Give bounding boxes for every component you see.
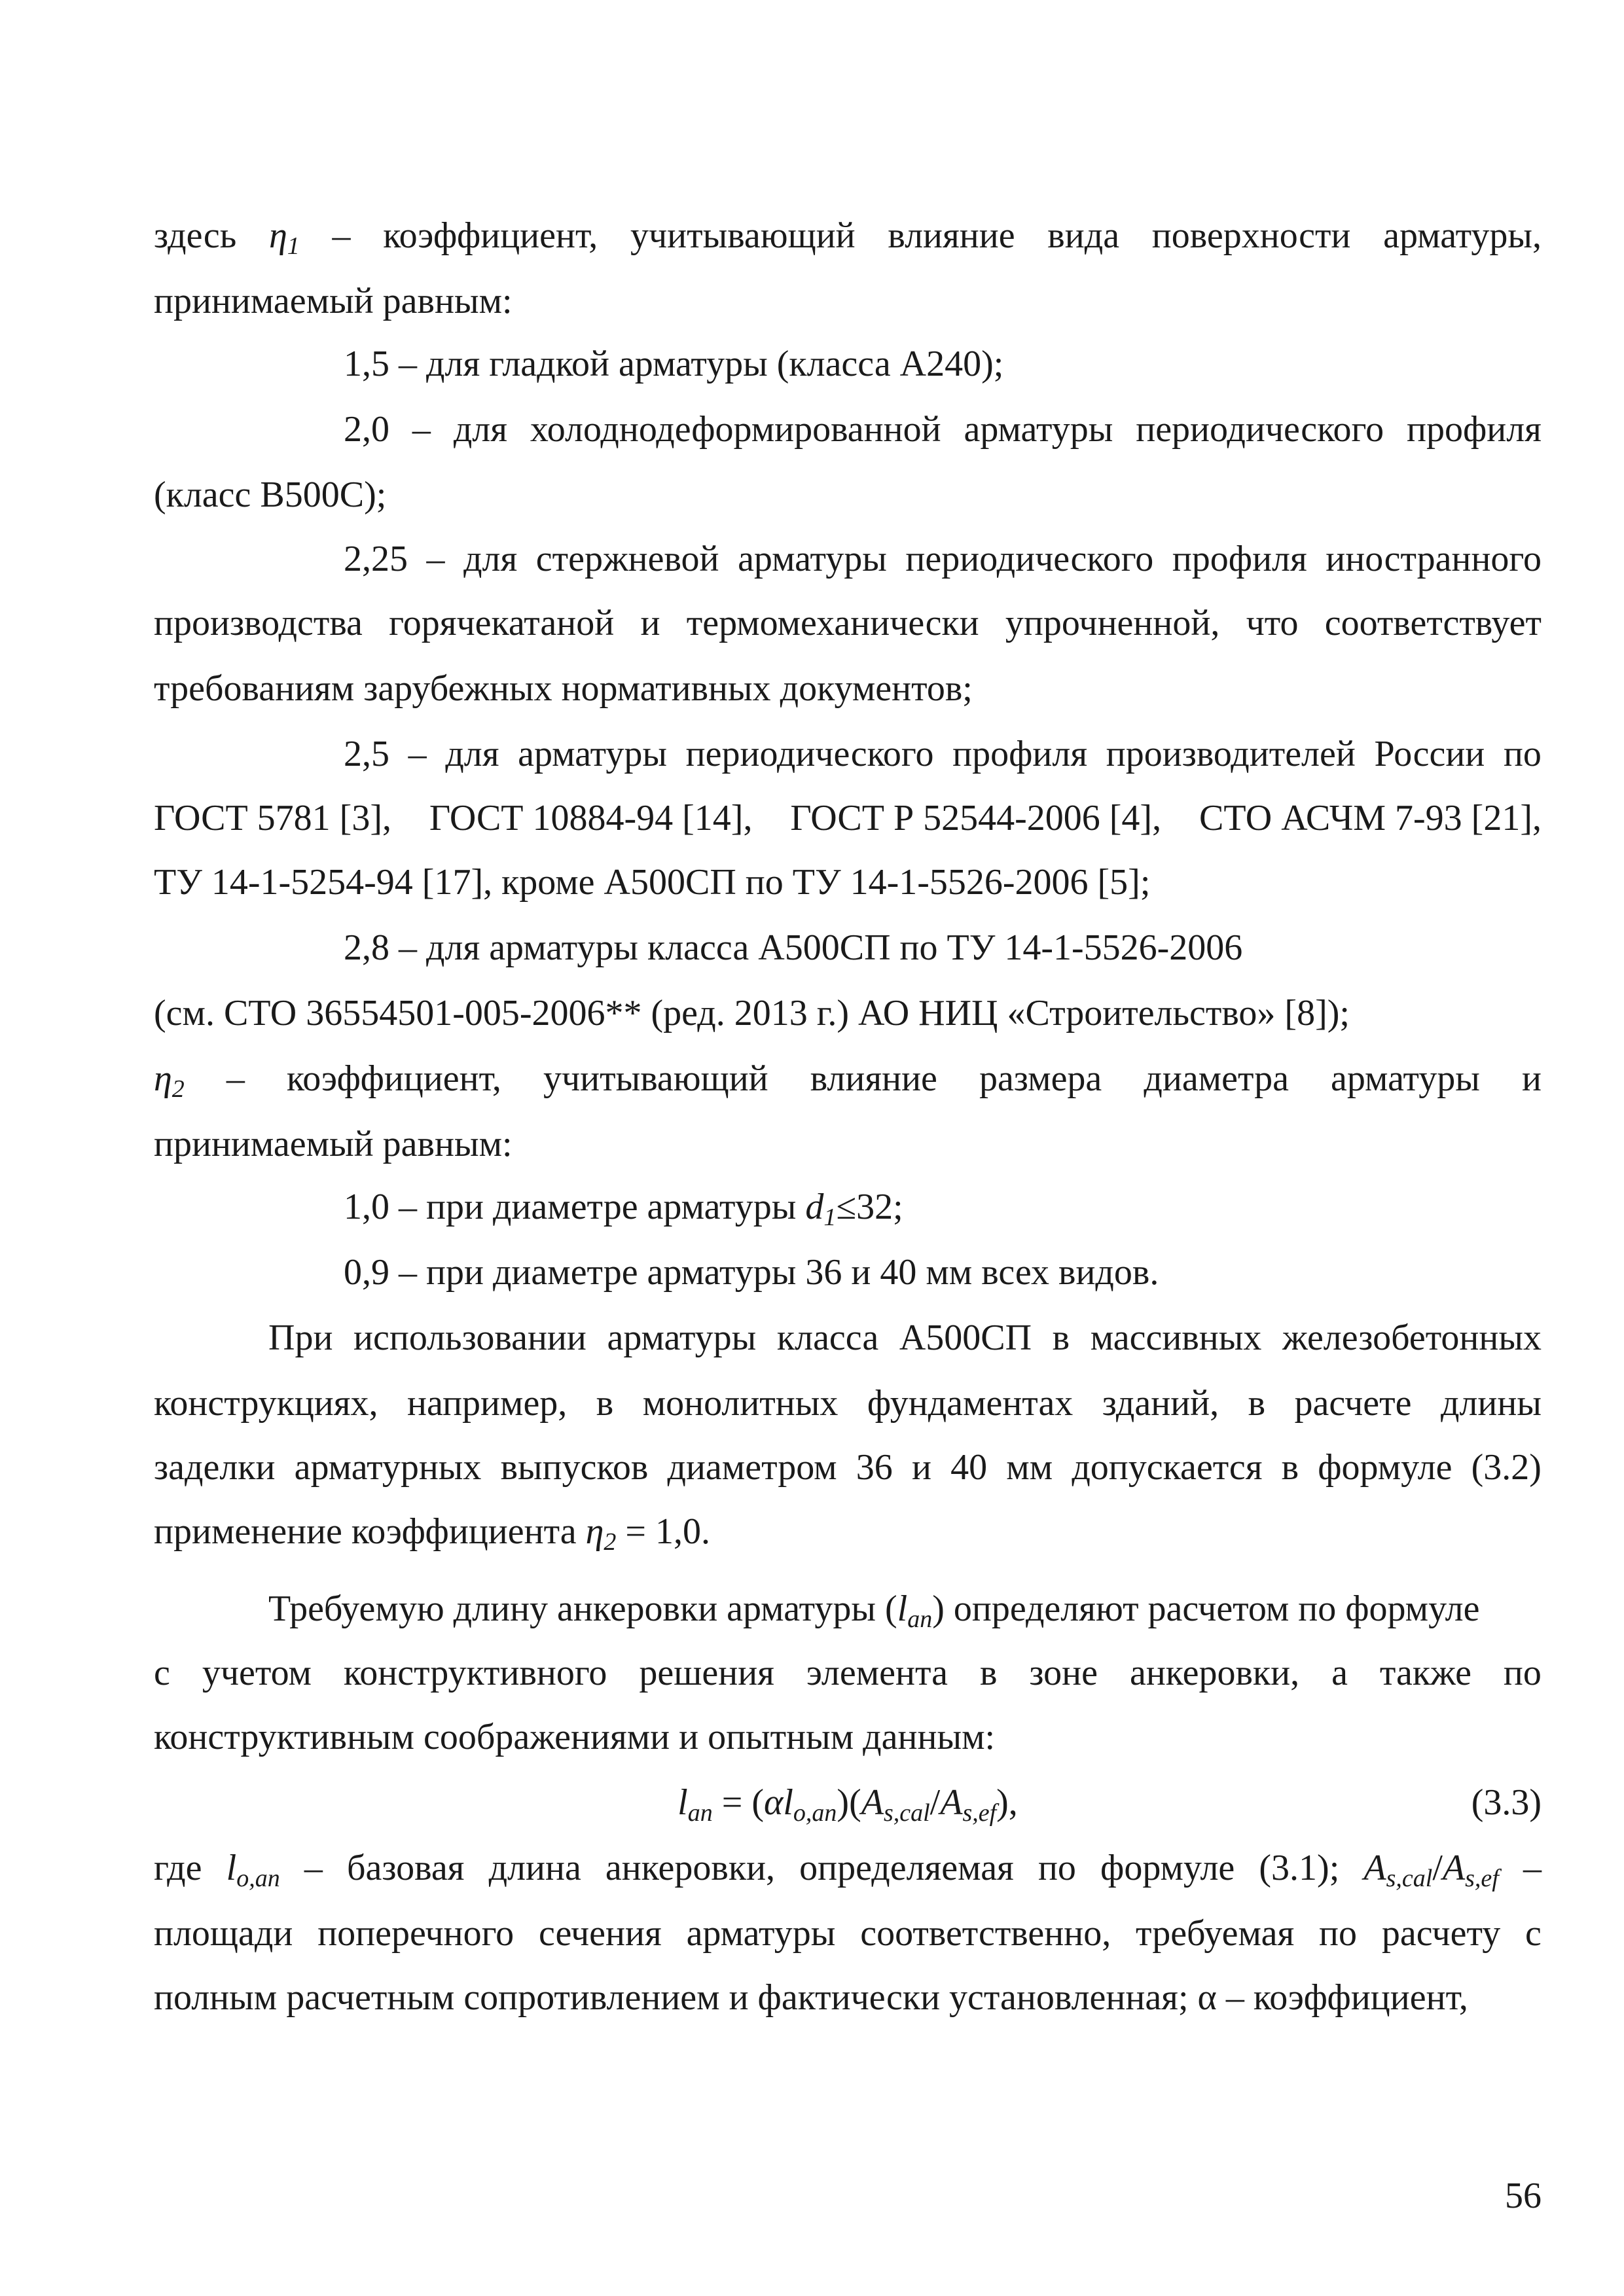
text-line: требованиям зарубежных нормативных документов; (154, 668, 973, 709)
list-item: 2,8 – для арматуры класса А500СП по ТУ 14-1-5526-2006 (344, 927, 1243, 968)
text-line: применение коэффициента $\eta_2 = 1,0$. (154, 1511, 710, 1556)
formula-body: $l_{an} = (\alpha l_{o,an})(A_{s,cal}/A_{s,ef})$, (677, 1782, 1018, 1827)
word: влияние (888, 215, 1015, 256)
list-item: 0,9 – при диаметре арматуры 36 и 40 мм всех видов. (344, 1252, 1159, 1293)
word: вида (1047, 215, 1120, 256)
text-line: полным расчетным сопротивлением и фактически установленная; α – коэффициент, (154, 1977, 1468, 2018)
word: коэффициент, (383, 215, 598, 256)
text-line: производства горячекатаной и термомеханически упрочненной, что соответствует (154, 603, 1542, 643)
text-line: (класс В500С); (154, 475, 387, 515)
list-item: 2,5 – для арматуры периодического профиля производителей России по (344, 734, 1542, 774)
list-item: 2,25 – для стержневой арматуры периодического профиля иностранного (344, 539, 1542, 579)
text-line: принимаемый равным: (154, 281, 513, 321)
list-item: 1,0 – при диаметре арматуры $d_1\le 32$; (344, 1187, 903, 1231)
text-line: ТУ 14-1-5254-94 [17], кроме А500СП по ТУ 14-1-5526-2006 [5]; (154, 862, 1151, 903)
text-line: ГОСТ 5781 [3], ГОСТ 10884-94 [14], ГОСТ Р 52544-2006 [4], СТО АСЧМ 7-93 [21], (154, 798, 1542, 838)
eta1-symbol: $\eta_1$ (268, 215, 300, 260)
formula-3-3 (154, 1771, 1542, 1834)
text-line: (см. СТО 36554501-005-2006** (ред. 2013 г.) АО НИЦ «Строительство» [8]); (154, 993, 1350, 1033)
text-line: конструкциях, например, в монолитных фундаментах зданий, в расчете длины (154, 1383, 1542, 1424)
equation-number: (3.3) (1471, 1782, 1542, 1823)
text-line: Требуемую длину анкеровки арматуры $(l_{an})$ определяют расчетом по формуле (268, 1588, 1480, 1633)
list-item: 2,0 – для холоднодеформированной арматуры периодического профиля (344, 409, 1542, 450)
word: учитывающий (630, 215, 856, 256)
text-line: принимаемый равным: (154, 1124, 513, 1164)
page-number: 56 (1505, 2176, 1542, 2216)
eta2-symbol: $\eta_2$ (154, 1058, 185, 1103)
text-line: $\eta_2$ – коэффициент, учитывающий влияние размера диаметра арматуры и (154, 1047, 1542, 1110)
text-line: площади поперечного сечения арматуры соответственно, требуемая по расчету с (154, 1913, 1542, 1954)
text-line (154, 204, 1542, 267)
word: – (332, 215, 351, 256)
text-line: конструктивным соображениями и опытным данным: (154, 1717, 996, 1757)
text-line: с учетом конструктивного решения элемента в зоне анкеровки, а также по (154, 1653, 1542, 1693)
text-line: При использовании арматуры класса А500СП в массивных железобетонных (268, 1318, 1542, 1358)
list-item: 1,5 – для гладкой арматуры (класса А240); (344, 344, 1004, 384)
text-line: где $l_{o,an}$ – базовая длина анкеровки, определяемая по формуле (3.1); $A_{s,cal}/A_{s,ef}$ – (154, 1848, 1542, 1892)
word: здесь (154, 215, 237, 256)
text-line: заделки арматурных выпусков диаметром 36 и 40 мм допускается в формуле (3.2) (154, 1447, 1542, 1488)
word: арматуры, (1383, 215, 1542, 256)
word: поверхности (1151, 215, 1351, 256)
